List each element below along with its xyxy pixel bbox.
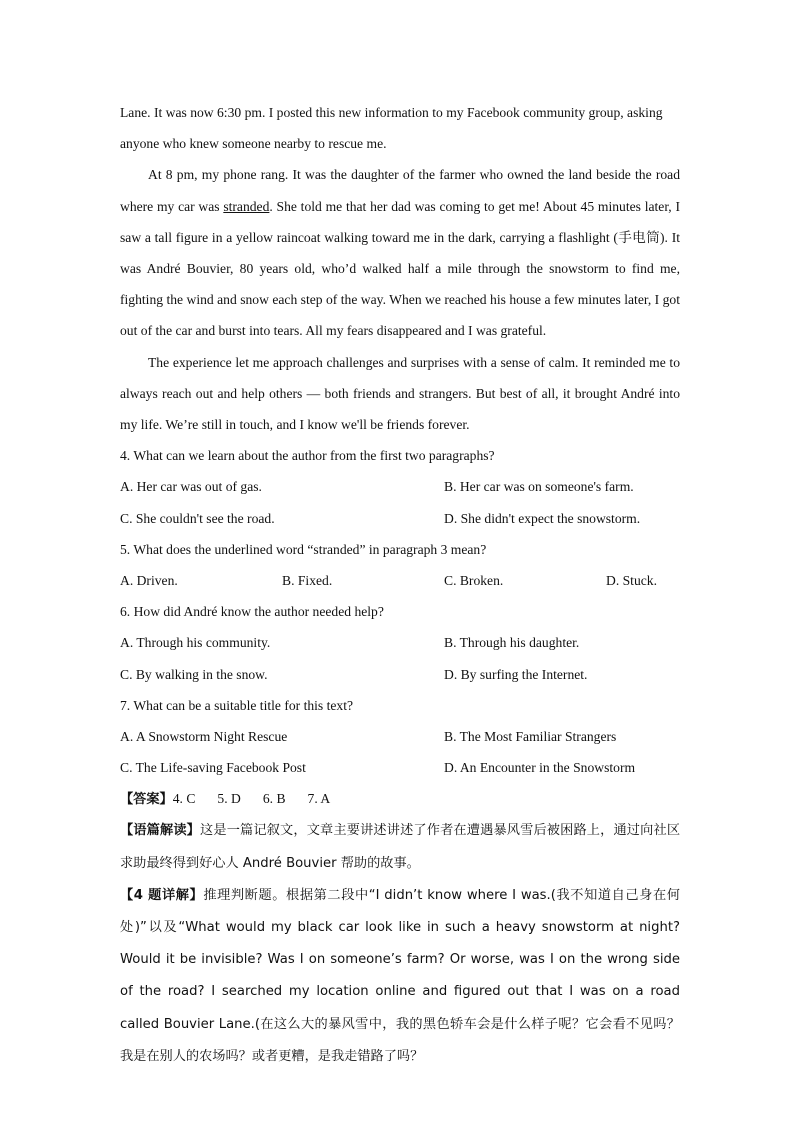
question-4-options-row-1 — [120, 471, 680, 502]
q4-option-a: A. Her car was out of gas. — [120, 479, 262, 495]
answer-item-4: 4. C — [172, 791, 196, 807]
question-4-explanation — [120, 879, 680, 1072]
answer-item-7: 7. A — [307, 791, 331, 807]
answer-item-6: 6. B — [262, 791, 286, 807]
p2-text-before: At 8 pm, my phone rang. It was the daughter of the farmer who owned the land beside the road where my car was — [120, 167, 680, 214]
q7-option-a: A. A Snowstorm Night Rescue — [120, 728, 288, 744]
q4-option-c: C. She couldn't see the road. — [120, 510, 275, 526]
question-6-stem: 6. How did André know the author needed help? — [120, 604, 384, 620]
passage-analysis — [120, 814, 680, 878]
question-6-options-row-1 — [120, 627, 680, 658]
question-5-options-row — [120, 565, 680, 596]
detail-4-label: 【4 题详解】 — [120, 887, 204, 903]
q5-option-d: D. Stuck. — [606, 572, 657, 588]
passage-paragraph-2 — [120, 159, 680, 346]
analysis-text: 这是一篇记叙文，文章主要讲述讲述了作者在遭遇暴风雪后被困路上，通过向社区求助最终得到好心人 André Bouvier 帮助的故事。 — [120, 823, 681, 871]
question-7-stem: 7. What can be a suitable title for this text? — [120, 697, 354, 713]
question-7-options-row-1 — [120, 721, 680, 752]
passage-paragraph-3: The experience let me approach challenges and surprises with a sense of calm. It reminded me to always reach out and help others — both friends and strangers. But best of all, it brought André into my life. We’re still in touch, and I know we'll be friends forever. — [120, 354, 680, 432]
q5-option-c: C. Broken. — [444, 572, 504, 588]
q7-option-c: C. The Life-saving Facebook Post — [120, 760, 306, 776]
q4-option-d: D. She didn't expect the snowstorm. — [444, 510, 641, 526]
detail-4-text: 推理判断题。根据第二段中“I didn’t know where I was.(我不知道自己身在何处)”以及“What would my black car look like in such a heavy snowstorm at night? Would it be invisible? Was I on someone’s farm? Or worse, was I on the wrong side of the road? I searched my location online and figured out that I was on a road called Bouvier Lane.(在这么大的暴风雪中，我的黑色轿车会是什么样子呢？它会看不见吗？我是在别人的农场吗？或者更糟，是我走错路了吗？ — [120, 887, 680, 1064]
p2-text-after: . She told me that her dad was coming to get me! About 45 minutes later, I saw a tall figure in a yellow raincoat walking toward me in the dark, carrying a flashlight (手电筒). It was André Bouvier, 80 years old, who’d walked half a mile through the snowstorm to find me, fighting the wind and snow each step of the way. When we reached his house a few minutes later, I got out of the car and burst into tears. All my fears disappeared and I was grateful. — [120, 198, 680, 339]
q6-option-c: C. By walking in the snow. — [120, 666, 268, 682]
q6-option-b: B. Through his daughter. — [444, 635, 580, 651]
q6-option-d: D. By surfing the Internet. — [444, 666, 588, 682]
q5-option-a: A. Driven. — [120, 572, 178, 588]
underlined-word-stranded: stranded — [223, 198, 270, 214]
q4-option-b: B. Her car was on someone's farm. — [444, 479, 634, 495]
answer-item-5: 5. D — [217, 791, 241, 807]
q6-option-a: A. Through his community. — [120, 635, 271, 651]
answer-key — [120, 783, 680, 814]
question-4-stem: 4. What can we learn about the author from the first two paragraphs? — [120, 448, 495, 464]
question-5-stem: 5. What does the underlined word “stranded” in paragraph 3 mean? — [120, 541, 487, 557]
question-6-options-row-2 — [120, 659, 680, 690]
passage-p1-line-2: anyone who knew someone nearby to rescue me. — [120, 136, 387, 152]
q7-option-b: B. The Most Familiar Strangers — [444, 728, 617, 744]
q7-option-d: D. An Encounter in the Snowstorm — [444, 760, 636, 776]
question-7-options-row-2 — [120, 752, 680, 783]
page-content — [120, 97, 680, 1072]
analysis-label: 【语篇解读】 — [120, 823, 201, 839]
passage-p1-line-1: Lane. It was now 6:30 pm. I posted this new information to my Facebook community group, asking — [120, 105, 663, 120]
answer-label: 【答案】 — [120, 792, 173, 808]
q5-option-b: B. Fixed. — [282, 572, 333, 588]
question-4-options-row-2 — [120, 503, 680, 534]
